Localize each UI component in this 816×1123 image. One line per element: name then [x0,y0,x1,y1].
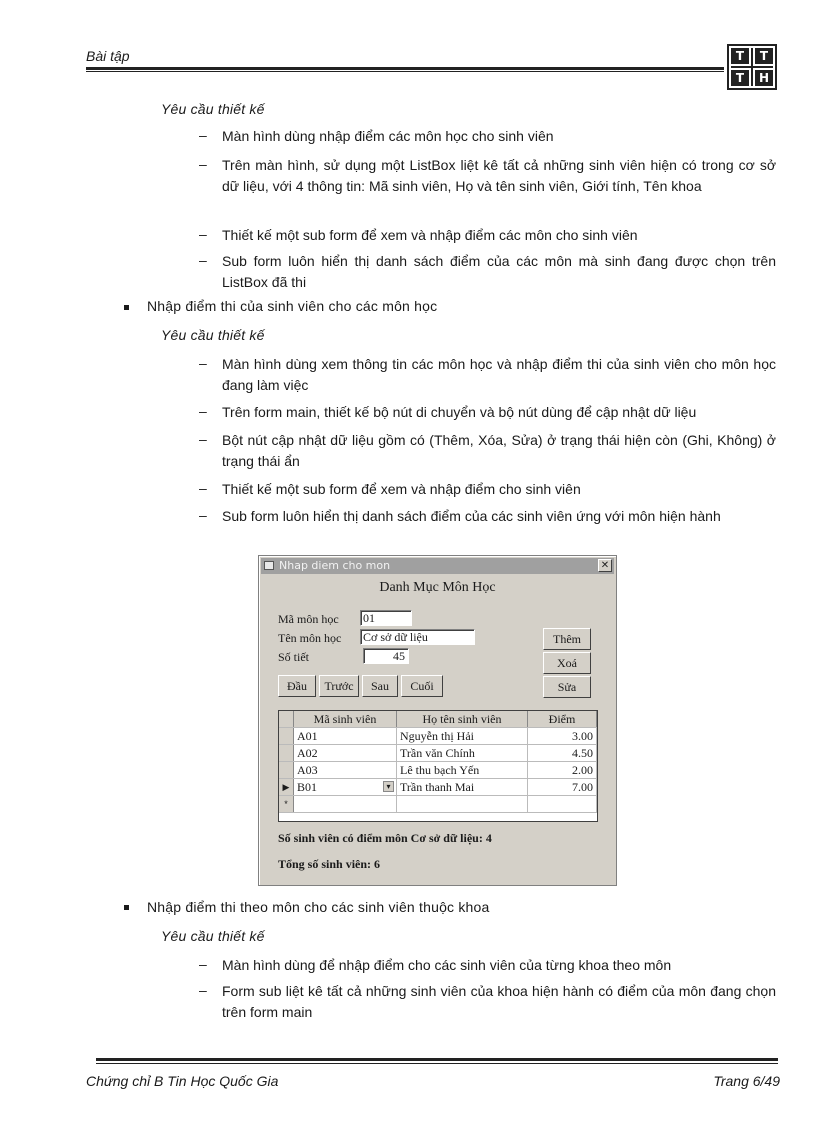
logo-bar-vertical [751,48,753,86]
cell-student-id[interactable]: A03 [294,762,397,778]
header-rule [86,67,724,70]
subject-name-input[interactable]: Cơ sở dữ liệu [360,629,475,645]
dash: – [199,507,207,523]
cell-score[interactable] [528,796,597,812]
dialog-titlebar [261,558,614,574]
form-heading: Danh Mục Môn Học [379,580,496,595]
periods-label: Số tiết [278,650,310,664]
cell-student-name[interactable]: Lê thu bạch Yến [397,762,528,778]
logo-letter: T [731,70,749,86]
row-selector[interactable] [279,762,294,778]
cell-student-id[interactable] [294,796,397,812]
subject-code-label: Mã môn học [278,612,339,626]
section1-item: Thiết kế một sub form để xem và nhập điểm các môn cho sinh viên [222,227,638,243]
footer-rule [96,1058,778,1061]
section2-bullet: Nhập điểm thi của sinh viên cho các môn học [147,298,438,314]
dash: – [199,431,207,447]
logo-letter: T [731,48,749,64]
first-record-button[interactable]: Đầu [278,675,316,697]
dash: – [199,226,207,242]
cell-student-name[interactable]: Trần văn Chính [397,745,528,761]
dash: – [199,956,207,972]
cell-student-name[interactable]: Trần thanh Mai [397,779,528,795]
section2-item: Trên form main, thiết kế bộ nút di chuyển và bộ nút dùng để cập nhật dữ liệu [222,404,697,420]
table-row[interactable] [279,728,597,745]
new-record-row[interactable] [279,796,597,813]
dash: – [199,127,207,143]
dash: – [199,252,207,268]
cell-student-id[interactable]: A01 [294,728,397,744]
cell-student-name[interactable] [397,796,528,812]
table-row[interactable] [279,745,597,762]
footer-course-title: Chứng chỉ B Tin Học Quốc Gia [86,1073,279,1089]
footer-rule-thin [96,1063,778,1064]
cell-score[interactable]: 7.00 [528,779,597,795]
previous-record-button[interactable]: Trước [319,675,359,697]
grades-subform-grid [278,710,598,822]
column-header-score[interactable]: Điểm [528,711,597,727]
graded-count-summary: Số sinh viên có điểm môn Cơ sở dữ liệu: 4 [278,831,492,845]
section2-item: Thiết kế một sub form để xem và nhập điểm cho sinh viên [222,481,581,497]
form-icon [264,561,274,570]
section2-subheading: Yêu cầu thiết kế [161,327,265,343]
subject-code-input[interactable]: 01 [360,610,412,626]
edit-button[interactable]: Sửa [543,676,591,698]
column-header-student-name[interactable]: Họ tên sinh viên [397,711,528,727]
section2-item: Bột nút cập nhật dữ liệu gồm có (Thêm, Xóa, Sửa) ở trạng thái hiện còn (Ghi, Không) ở trạng thái ẩn [222,432,776,469]
section2-item: Sub form luôn hiển thị danh sách điểm của các sinh viên ứng với môn hiện hành [222,508,721,524]
cell-student-id[interactable]: B01 [297,780,318,794]
subject-grade-dialog [258,555,617,886]
dash: – [199,403,207,419]
cell-student-name[interactable]: Nguyễn thị Hải [397,728,528,744]
section1-item: Sub form luôn hiển thị danh sách điểm của các môn mà sinh đang được chọn trên ListBox đã thi [222,253,776,290]
periods-input[interactable]: 45 [363,648,409,664]
row-selector [279,711,294,727]
section3-subheading: Yêu cầu thiết kế [161,928,265,944]
add-button[interactable]: Thêm [543,628,591,650]
section3-item: Form sub liệt kê tất cả những sinh viên của khoa hiện hành có điểm của môn đang chọn trên form main [222,983,776,1020]
next-record-button[interactable]: Sau [362,675,398,697]
dash: – [199,355,207,371]
new-record-icon[interactable]: * [279,796,294,812]
column-header-student-id[interactable]: Mã sinh viên [294,711,397,727]
header-rule-thin [86,71,724,72]
logo-letter: H [755,70,773,86]
table-row[interactable] [279,762,597,779]
dash: – [199,156,207,172]
close-button[interactable]: ✕ [598,559,612,572]
header-title: Bài tập [86,48,130,64]
cell-score[interactable]: 4.50 [528,745,597,761]
delete-button[interactable]: Xoá [543,652,591,674]
total-students-summary: Tổng số sinh viên: 6 [278,857,381,871]
bullet-marker [124,905,129,910]
section1-item: Màn hình dùng nhập điểm các môn học cho sinh viên [222,128,554,144]
last-record-button[interactable]: Cuối [401,675,443,697]
table-row[interactable] [279,779,597,796]
row-selector[interactable] [279,728,294,744]
bullet-marker [124,305,129,310]
logo-letter: T [755,48,773,64]
dropdown-arrow-icon[interactable]: ▾ [383,781,394,792]
section3-item: Màn hình dùng để nhập điểm cho các sinh viên của từng khoa theo môn [222,957,672,973]
section1-item: Trên màn hình, sử dụng một ListBox liệt kê tất cả những sinh viên hiện có trong cơ sở dữ liệu, với 4 thông tin: Mã sinh viên, Họ và tên sinh viên, Giới tính, Tên khoa [222,157,776,194]
footer-page-number: Trang 6/49 [713,1073,780,1089]
current-record-icon[interactable]: ▶ [279,779,294,795]
dialog-title: Nhap diem cho mon [279,559,391,572]
cell-student-id-combobox[interactable] [294,779,397,795]
section2-item: Màn hình dùng xem thông tin các môn học và nhập điểm thi của sinh viên cho môn học đang làm việc [222,356,776,393]
dash: – [199,480,207,496]
row-selector[interactable] [279,745,294,761]
cell-score[interactable]: 2.00 [528,762,597,778]
section3-bullet: Nhập điểm thi theo môn cho các sinh viên thuộc khoa [147,899,490,915]
logo [727,44,777,90]
cell-score[interactable]: 3.00 [528,728,597,744]
subject-name-label: Tên môn học [278,631,342,645]
cell-student-id[interactable]: A02 [294,745,397,761]
grid-header-row [279,711,597,728]
section1-subheading: Yêu cầu thiết kế [161,101,265,117]
dash: – [199,982,207,998]
